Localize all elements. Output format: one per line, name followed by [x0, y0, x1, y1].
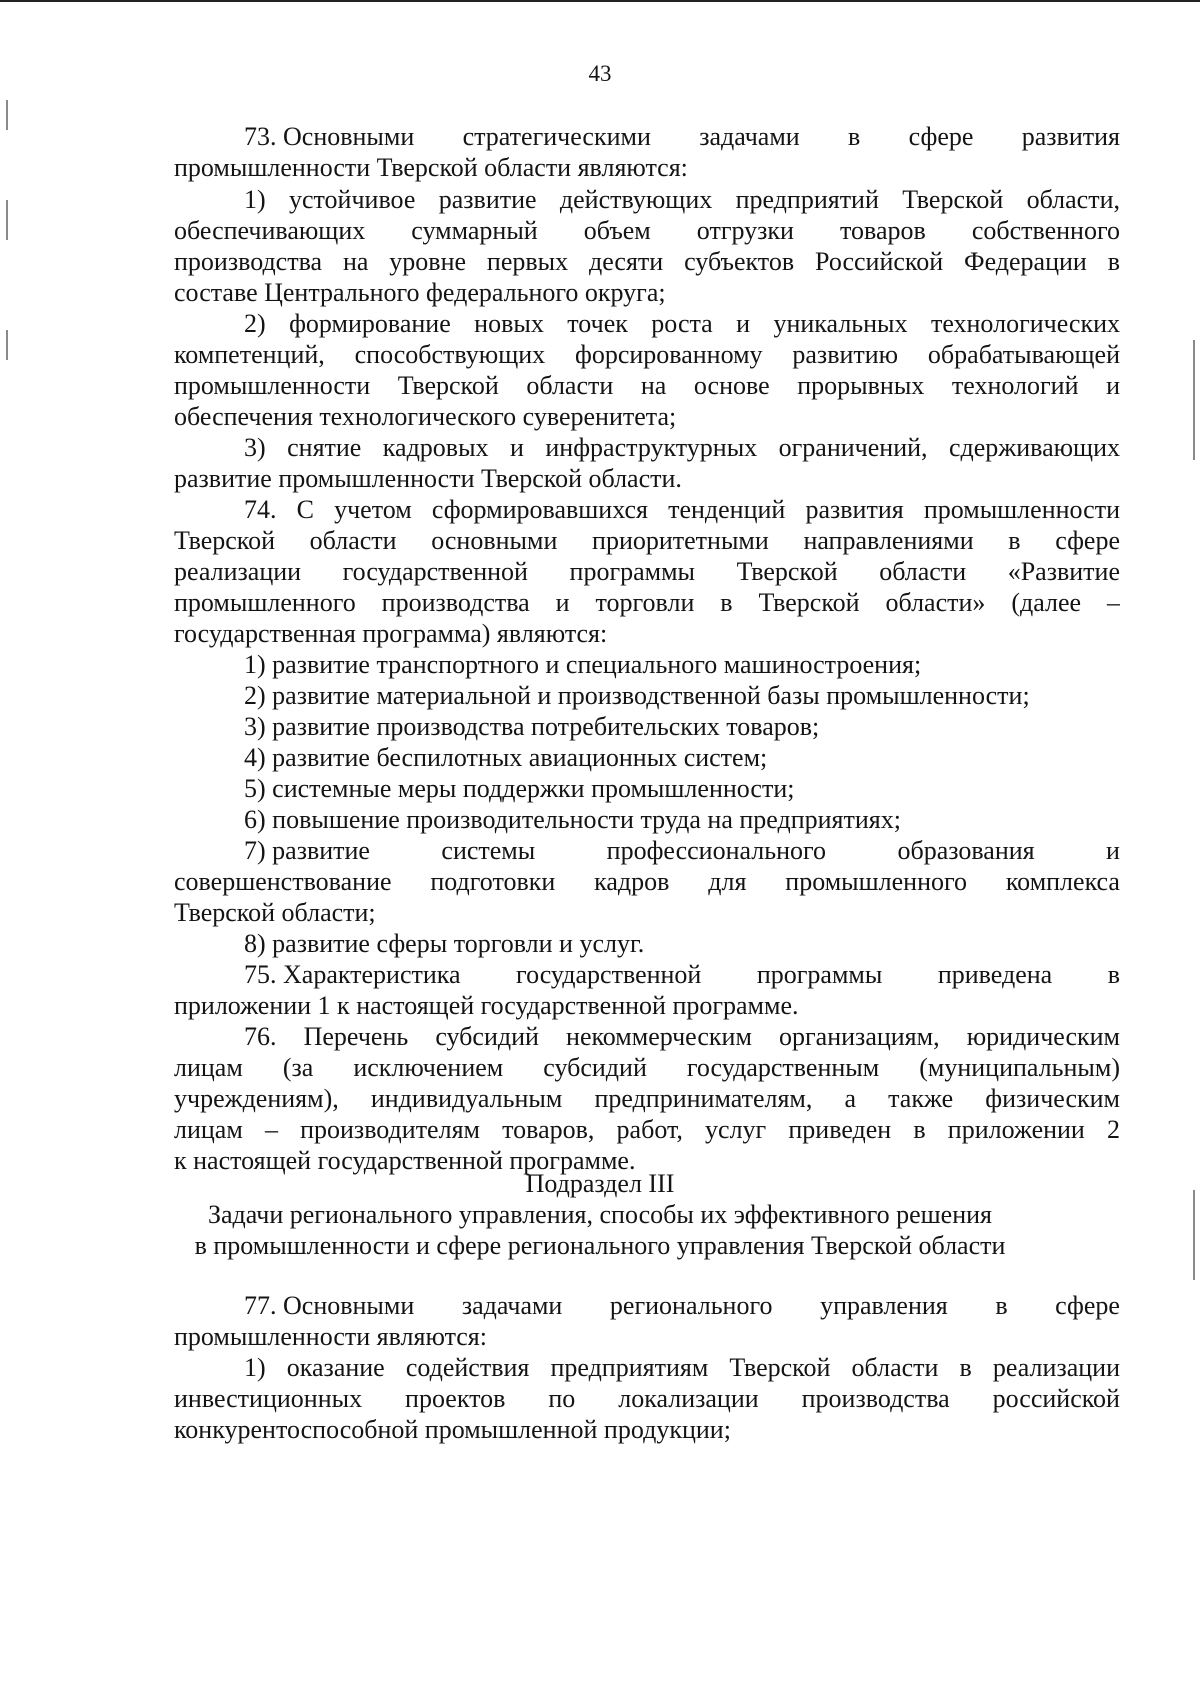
- justified-word: кадров: [594, 867, 670, 896]
- justified-word: 73. Основными: [244, 122, 415, 151]
- paragraph-line: промышленности Тверской области на основе прорывных технологий и: [174, 371, 1120, 400]
- justified-word: в: [995, 1291, 1008, 1320]
- paragraph-line: [174, 1383, 1120, 1415]
- paragraph-line: 5) системные меры поддержки промышленности;: [244, 774, 795, 803]
- paragraph-line: к настоящей государственной программе.: [174, 1146, 636, 1175]
- justified-word: по: [548, 1384, 576, 1413]
- justified-word: локализации: [618, 1384, 759, 1413]
- paragraph-line: лицам (за исключением субсидий государственным (муниципальным): [174, 1053, 1120, 1082]
- justified-word: образования: [897, 836, 1035, 865]
- justified-word: задачами: [699, 122, 800, 151]
- justified-word: собственного: [971, 216, 1120, 245]
- scan-mark: [6, 330, 8, 360]
- paragraph-line: [174, 866, 1120, 898]
- justified-word: отгрузки: [696, 216, 794, 245]
- justified-word: российской: [992, 1384, 1120, 1413]
- justified-word: обеспечивающих: [174, 216, 366, 245]
- paragraph-line: 1) оказание содействия предприятиям Тверской области в реализации: [244, 1353, 1120, 1382]
- paragraph-line: промышленного производства и торговли в Тверской области» (далее –: [174, 588, 1120, 617]
- paragraph-line: государственная программа) являются:: [174, 619, 608, 648]
- justified-word: проектов: [405, 1384, 506, 1413]
- justified-word: суммарный: [411, 216, 538, 245]
- paragraph-line: промышленности Тверской области являются:: [174, 153, 688, 182]
- justified-word: промышленного: [785, 867, 968, 896]
- scan-mark: [1193, 1190, 1195, 1280]
- justified-word: профессионального: [606, 836, 827, 865]
- justified-word: для: [708, 867, 747, 896]
- paragraph-line: компетенций, способствующих форсированному развитию обрабатывающей: [174, 340, 1120, 369]
- paragraph-line: приложении 1 к настоящей государственной программе.: [174, 991, 799, 1020]
- justified-word: управления: [820, 1291, 948, 1320]
- paragraph-line: обеспечения технологического суверенитета;: [174, 402, 677, 431]
- page-top-border: [0, 0, 1200, 2]
- paragraph-line: 76. Перечень субсидий некоммерческим организациям, юридическим: [244, 1022, 1120, 1051]
- paragraph-line: учреждениям), индивидуальным предпринимателям, а также физическим: [174, 1084, 1120, 1113]
- justified-word: совершенствование: [174, 867, 392, 896]
- paragraph-line: 3) развитие производства потребительских товаров;: [244, 712, 820, 741]
- justified-word: регионального: [609, 1291, 773, 1320]
- justified-word: в: [1107, 960, 1120, 989]
- justified-word: 7) развитие: [244, 836, 370, 865]
- paragraph-line: 2) формирование новых точек роста и уникальных технологических: [244, 309, 1120, 338]
- paragraph-line: реализации государственной программы Тверской области «Развитие: [174, 557, 1120, 586]
- paragraph-line: развитие промышленности Тверской области.: [174, 464, 682, 493]
- paragraph-line: 6) повышение производительности труда на предприятиях;: [244, 805, 901, 834]
- paragraph-line: 1) развитие транспортного и специального машиностроения;: [244, 650, 922, 679]
- paragraph-line: конкурентоспособной промышленной продукции;: [174, 1415, 731, 1444]
- paragraph-line: производства на уровне первых десяти субъектов Российской Федерации в: [174, 247, 1120, 276]
- section-title-line-1: Задачи регионального управления, способы их эффективного решения: [207, 1200, 993, 1229]
- justified-word: производства: [801, 1384, 950, 1413]
- section-title-line-2: в промышленности и сфере регионального управления Тверской области: [194, 1231, 1006, 1260]
- justified-word: 77. Основными: [244, 1291, 415, 1320]
- scan-mark: [1193, 340, 1195, 460]
- paragraph-line: [244, 1290, 1120, 1322]
- justified-word: инвестиционных: [174, 1384, 363, 1413]
- justified-word: в: [848, 122, 861, 151]
- justified-word: приведена: [937, 960, 1053, 989]
- paragraph-line: 3) снятие кадровых и инфраструктурных ограничений, сдерживающих: [244, 433, 1120, 462]
- paragraph-line: 4) развитие беспилотных авиационных систем;: [244, 743, 768, 772]
- paragraph-line: [174, 215, 1120, 247]
- paragraph-line: [244, 121, 1120, 153]
- justified-word: 75. Характеристика: [244, 960, 461, 989]
- justified-word: задачами: [461, 1291, 563, 1320]
- paragraph-line: составе Центрального федерального округа;: [174, 278, 666, 307]
- justified-word: стратегическими: [462, 122, 651, 151]
- justified-word: подготовки: [430, 867, 556, 896]
- paragraph-line: 2) развитие материальной и производственной базы промышленности;: [244, 681, 1030, 710]
- paragraph-line: лицам – производителям товаров, работ, услуг приведен в приложении 2: [174, 1115, 1120, 1144]
- justified-word: сфере: [908, 122, 974, 151]
- justified-word: развития: [1021, 122, 1120, 151]
- justified-word: программы: [756, 960, 883, 989]
- scan-mark: [6, 100, 8, 130]
- page-number: 43: [588, 61, 612, 86]
- paragraph-line: 8) развитие сферы торговли и услуг.: [244, 929, 645, 958]
- justified-word: объем: [583, 216, 651, 245]
- paragraph-line: [244, 959, 1120, 991]
- justified-word: товаров: [840, 216, 926, 245]
- scan-mark: [6, 200, 8, 240]
- justified-word: государственной: [516, 960, 702, 989]
- paragraph-line: 1) устойчивое развитие действующих предприятий Тверской области,: [244, 185, 1120, 214]
- justified-word: и: [1106, 836, 1120, 865]
- paragraph-line: промышленности являются:: [174, 1322, 487, 1351]
- paragraph-line: Тверской области;: [174, 898, 376, 927]
- paragraph-line: Тверской области основными приоритетными направлениями в сфере: [174, 526, 1120, 555]
- paragraph-line: [244, 835, 1120, 867]
- justified-word: сфере: [1055, 1291, 1120, 1320]
- paragraph-line: 74. С учетом сформировавшихся тенденций развития промышленности: [244, 495, 1120, 524]
- section-label: Подраздел III: [525, 1169, 675, 1198]
- justified-word: комплекса: [1005, 867, 1120, 896]
- justified-word: системы: [441, 836, 536, 865]
